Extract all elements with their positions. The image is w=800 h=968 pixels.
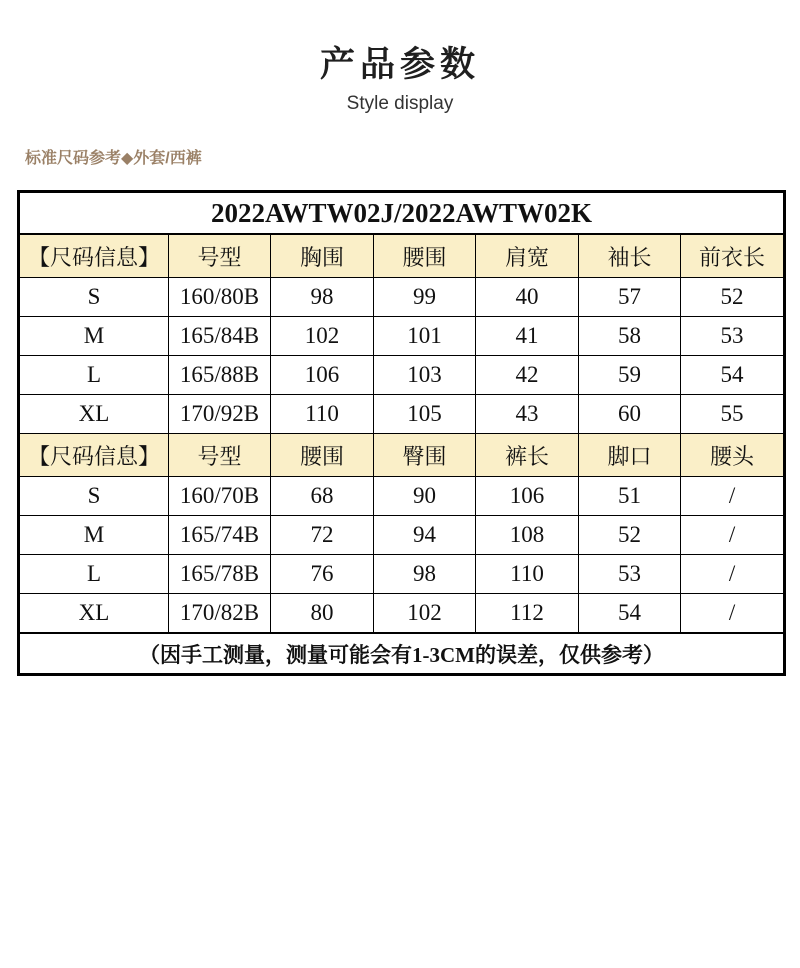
column-header: 【尺码信息】 bbox=[19, 234, 169, 278]
column-header: 腰头 bbox=[681, 434, 785, 477]
measurement-value: / bbox=[681, 477, 785, 516]
measurement-value: 40 bbox=[476, 278, 579, 317]
size-chart-table bbox=[17, 190, 786, 676]
measurement-value: 90 bbox=[374, 477, 476, 516]
size-label: L bbox=[19, 356, 169, 395]
measurement-value: 99 bbox=[374, 278, 476, 317]
size-label: S bbox=[19, 278, 169, 317]
measurement-value: 68 bbox=[271, 477, 374, 516]
measurement-value: 94 bbox=[374, 516, 476, 555]
measurement-value: 170/92B bbox=[169, 395, 271, 434]
measurement-value: 110 bbox=[476, 555, 579, 594]
measurement-value: 54 bbox=[681, 356, 785, 395]
measurement-value: 54 bbox=[579, 594, 681, 634]
measurement-value: 105 bbox=[374, 395, 476, 434]
measurement-value: 165/88B bbox=[169, 356, 271, 395]
header-row-jacket bbox=[19, 234, 785, 278]
page-title: 产品参数 bbox=[319, 45, 480, 84]
size-row-jacket-M bbox=[19, 317, 785, 356]
measurement-value: 51 bbox=[579, 477, 681, 516]
measurement-value: 110 bbox=[271, 395, 374, 434]
measurement-value: 108 bbox=[476, 516, 579, 555]
measurement-value: 57 bbox=[579, 278, 681, 317]
size-label: S bbox=[19, 477, 169, 516]
header-row-trousers bbox=[19, 434, 785, 477]
measurement-value: 52 bbox=[681, 278, 785, 317]
measurement-value: 103 bbox=[374, 356, 476, 395]
model-number: 2022AWTW02J/2022AWTW02K bbox=[19, 192, 785, 235]
column-header: 袖长 bbox=[579, 234, 681, 278]
measurement-value: 102 bbox=[271, 317, 374, 356]
column-header: 臀围 bbox=[374, 434, 476, 477]
measurement-value: 59 bbox=[579, 356, 681, 395]
column-header: 腰围 bbox=[374, 234, 476, 278]
size-label: L bbox=[19, 555, 169, 594]
size-row-trousers-M bbox=[19, 516, 785, 555]
column-header: 胸围 bbox=[271, 234, 374, 278]
measurement-value: 112 bbox=[476, 594, 579, 634]
column-header: 【尺码信息】 bbox=[19, 434, 169, 477]
measurement-value: 41 bbox=[476, 317, 579, 356]
column-header: 号型 bbox=[169, 234, 271, 278]
measurement-value: 43 bbox=[476, 395, 579, 434]
measurement-value: 42 bbox=[476, 356, 579, 395]
column-header: 裤长 bbox=[476, 434, 579, 477]
measurement-value: 98 bbox=[271, 278, 374, 317]
measurement-value: 160/70B bbox=[169, 477, 271, 516]
size-label: XL bbox=[19, 594, 169, 634]
measurement-value: / bbox=[681, 594, 785, 634]
measurement-value: / bbox=[681, 555, 785, 594]
measurement-value: / bbox=[681, 516, 785, 555]
size-row-trousers-XL bbox=[19, 594, 785, 634]
size-label: M bbox=[19, 317, 169, 356]
column-header: 号型 bbox=[169, 434, 271, 477]
measurement-value: 53 bbox=[579, 555, 681, 594]
measurement-value: 76 bbox=[271, 555, 374, 594]
measurement-note: （因手工测量，测量可能会有1-3CM的误差，仅供参考） bbox=[19, 633, 785, 675]
measurement-value: 170/82B bbox=[169, 594, 271, 634]
size-row-jacket-S bbox=[19, 278, 785, 317]
size-row-jacket-XL bbox=[19, 395, 785, 434]
measurement-value: 106 bbox=[271, 356, 374, 395]
measurement-value: 58 bbox=[579, 317, 681, 356]
model-number-row bbox=[19, 192, 785, 235]
measurement-value: 72 bbox=[271, 516, 374, 555]
page-subtitle: Style display bbox=[346, 93, 454, 114]
size-row-trousers-S bbox=[19, 477, 785, 516]
measurement-value: 165/74B bbox=[169, 516, 271, 555]
size-table-body bbox=[19, 192, 785, 675]
footnote-row bbox=[19, 633, 785, 675]
column-header: 脚口 bbox=[579, 434, 681, 477]
column-header: 肩宽 bbox=[476, 234, 579, 278]
measurement-value: 102 bbox=[374, 594, 476, 634]
measurement-value: 80 bbox=[271, 594, 374, 634]
size-row-jacket-L bbox=[19, 356, 785, 395]
measurement-value: 160/80B bbox=[169, 278, 271, 317]
size-row-trousers-L bbox=[19, 555, 785, 594]
measurement-value: 106 bbox=[476, 477, 579, 516]
measurement-value: 55 bbox=[681, 395, 785, 434]
size-label: M bbox=[19, 516, 169, 555]
size-reference-label: 标准尺码参考◆外套/西裤 bbox=[25, 150, 202, 167]
measurement-value: 101 bbox=[374, 317, 476, 356]
measurement-value: 165/84B bbox=[169, 317, 271, 356]
measurement-value: 98 bbox=[374, 555, 476, 594]
measurement-value: 52 bbox=[579, 516, 681, 555]
column-header: 前衣长 bbox=[681, 234, 785, 278]
size-label: XL bbox=[19, 395, 169, 434]
measurement-value: 60 bbox=[579, 395, 681, 434]
measurement-value: 165/78B bbox=[169, 555, 271, 594]
measurement-value: 53 bbox=[681, 317, 785, 356]
column-header: 腰围 bbox=[271, 434, 374, 477]
